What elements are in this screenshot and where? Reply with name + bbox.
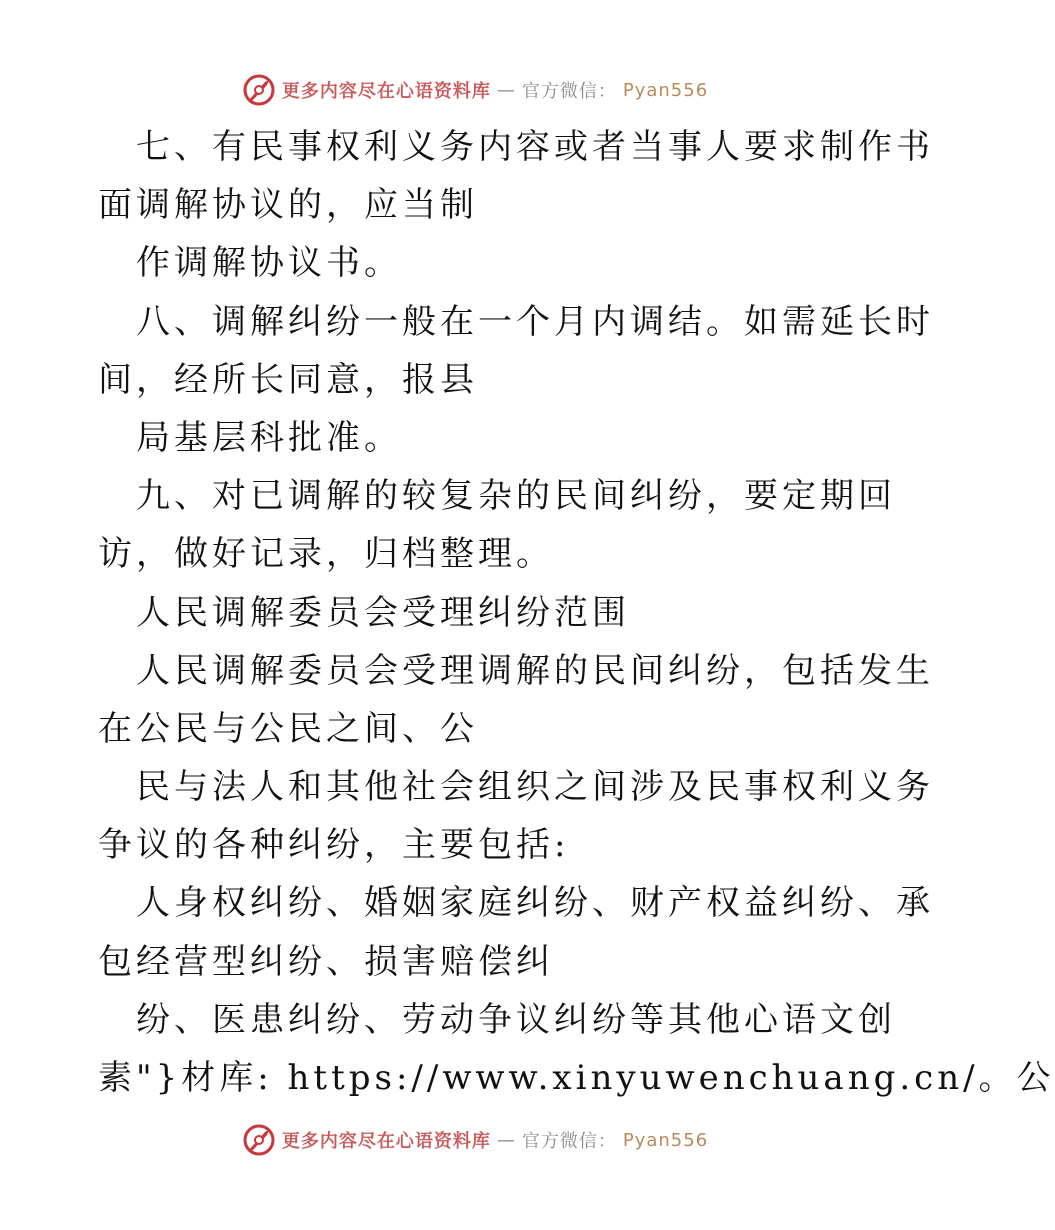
- text-line: 面调解协议的，应当制: [98, 185, 478, 226]
- quill-logo-icon: [242, 73, 276, 107]
- text-line: 局基层科批准。: [136, 417, 402, 458]
- text-line: 七、有民事权利义务内容或者当事人要求制作书: [136, 127, 934, 167]
- quill-logo-icon: [242, 1123, 276, 1157]
- banner-wechat-label: 官方微信：: [521, 1131, 617, 1152]
- text-line: 作调解协议书。: [136, 243, 402, 284]
- banner-wechat-label: 官方微信：: [521, 81, 617, 102]
- banner-wechat-id: Pyan556: [622, 79, 709, 101]
- banner-title: 更多内容尽在心语资料库: [281, 81, 491, 102]
- banner-wechat-id: Pyan556: [622, 1129, 709, 1151]
- text-line: 素"}材库: https://www.xinyuwenchuang.cn/。公: [98, 1058, 1055, 1098]
- text-line: 争议的各种纠纷，主要包括:: [98, 825, 570, 866]
- footer-banner: [0, 1120, 950, 1160]
- banner-separator: —: [496, 1129, 516, 1151]
- text-line: 九、对已调解的较复杂的民间纠纷，要定期回: [136, 476, 896, 517]
- text-line: 人身权纠纷、婚姻家庭纠纷、财产权益纠纷、承: [136, 883, 934, 924]
- text-line: 八、调解纠纷一般在一个月内调结。如需延长时: [136, 301, 934, 342]
- text-line: 间，经所长同意，报县: [98, 359, 478, 400]
- text-line: 人民调解委员会受理调解的民间纠纷，包括发生: [136, 650, 934, 691]
- text-line: 民与法人和其他社会组织之间涉及民事权利义务: [136, 767, 934, 808]
- text-line: 包经营型纠纷、损害赔偿纠: [98, 941, 554, 982]
- banner-title: 更多内容尽在心语资料库: [281, 1131, 491, 1152]
- banner-separator: —: [496, 79, 516, 101]
- text-line: 访，做好记录，归档整理。: [98, 534, 554, 575]
- text-line: 在公民与公民之间、公: [98, 708, 478, 749]
- header-banner: [0, 70, 950, 110]
- text-line: 纷、医患纠纷、劳动争议纠纷等其他心语文创: [136, 999, 896, 1040]
- section-heading: 人民调解委员会受理纠纷范围: [136, 592, 630, 633]
- document-body: [98, 118, 1055, 1107]
